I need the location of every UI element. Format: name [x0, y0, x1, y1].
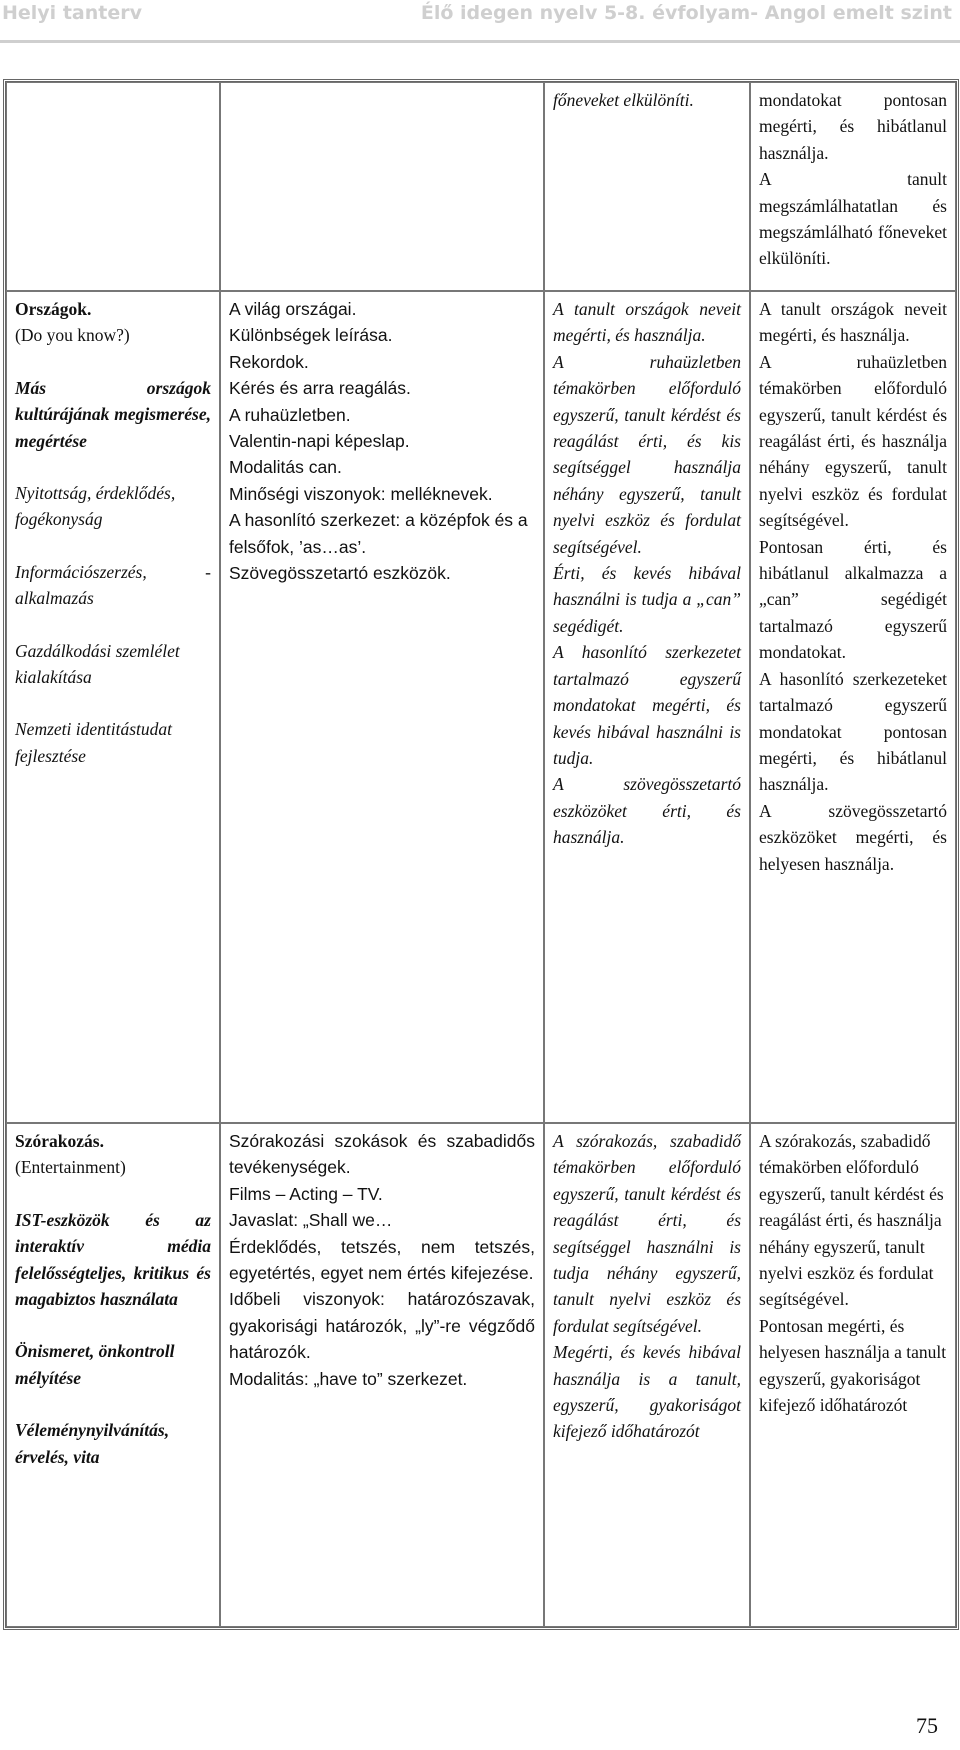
list-item: Gazdálkodási szemlélet kialakítása: [15, 640, 180, 688]
list-item: A hasonlító szerkezeteket tartalmazó egyszerű mondatokat pontosan megérti, és hibátlanul használja.: [759, 668, 947, 795]
topic-title: Szórakozás.: [15, 1131, 104, 1151]
cell-content: [220, 291, 544, 1123]
table-row: [6, 1123, 956, 1627]
cell-min-requirements: [544, 1123, 750, 1627]
list-item: A tanult megszámlálhatatlan és megszámlálható főneveket elkülöníti.: [759, 169, 947, 269]
topic-english: (Do you know?): [15, 325, 130, 346]
list-item: Rekordok.: [229, 351, 309, 372]
list-item: Kérés és arra reagálás.: [229, 378, 411, 399]
list-item: Különbségek leírása.: [229, 325, 393, 346]
list-item: Érdeklődés, tetszés, nem tetszés, egyetértés, egyet nem értés kifejezése.: [229, 1236, 535, 1284]
list-item: Pontosan megérti, és helyesen használja a tanult egyszerű, gyakoriságot kifejező időhatározót: [759, 1315, 947, 1416]
list-item: Javaslat: „Shall we…: [229, 1210, 393, 1231]
list-item: Érti, és kevés hibával használni is tudja a „can” segédigét.: [553, 563, 741, 636]
list-item: Más országok kultúrájának megismerése, megértése: [15, 377, 211, 451]
list-item: Szórakozási szokások és szabadidős tevékenységek.: [229, 1131, 535, 1178]
list-item: A szövegösszetartó eszközöket érti, és használja.: [553, 774, 741, 848]
table-row: [6, 82, 956, 291]
list-item: Modalitás: „have to” szerkezet.: [229, 1368, 468, 1389]
cell-content: [220, 1123, 544, 1627]
list-item: főneveket elkülöníti.: [553, 90, 694, 110]
page-header: [0, 0, 960, 30]
cell-min-requirements: [544, 82, 750, 291]
header-rule: [0, 40, 960, 43]
topic-english: (Entertainment): [15, 1157, 126, 1178]
cell-topic: [6, 1123, 220, 1627]
cell-content: [220, 82, 544, 291]
cell-excellent-requirements: [750, 1123, 956, 1627]
list-item: A ruhaüzletben.: [229, 404, 351, 425]
list-item: IST-eszközök és az interaktív média felelősségteljes, kritikus és magabiztos használata: [15, 1209, 211, 1310]
list-item: A tanult országok neveit megérti, és használja.: [759, 299, 947, 346]
list-item: A ruhaüzletben témakörben előforduló egyszerű, tanult kérdést és reagálást érti, és kis segítséggel használja néhány egyszerű, tanult nyelvi eszköz és fordulat segítségével.: [553, 351, 741, 557]
list-item: Önismeret, önkontroll mélyítése: [15, 1341, 175, 1388]
list-item: Valentin-napi képeslap.: [229, 431, 410, 452]
list-item: Megérti, és kevés hibával használja is a tanult, egyszerű, gyakoriságot kifejező időhatározót: [553, 1342, 741, 1442]
curriculum-table: [3, 79, 959, 1630]
header-right-title: Élő idegen nyelv 5-8. évfolyam- Angol emelt szint: [420, 2, 952, 24]
list-item: A tanult országok neveit megérti, és használja.: [553, 299, 741, 346]
header-left-title: Helyi tanterv: [2, 2, 142, 24]
list-item: A szórakozás, szabadidő témakörben előforduló egyszerű, tanult kérdést és reagálást érti, és segítséggel használni is tudja néhány egyszerű, tanult nyelvi eszköz és fordulat segítségével.: [553, 1131, 741, 1336]
page-number: 75: [916, 1713, 938, 1738]
list-item: Véleménynyilvánítás, érvelés, vita: [15, 1420, 170, 1467]
list-item: Minőségi viszonyok: melléknevek.: [229, 483, 493, 504]
topic-title: Országok.: [15, 299, 92, 319]
list-item: Pontosan érti, és hibátlanul alkalmazza a „can” segédigét tartalmazó egyszerű mondatokat.: [759, 536, 947, 663]
list-item: Nemzeti identitástudat fejlesztése: [15, 719, 173, 766]
list-item: Időbeli viszonyok: határozószavak, gyakorisági határozók, „ly”-re végződő határozók.: [229, 1289, 535, 1363]
list-item: Információszerzés, - alkalmazás: [15, 561, 211, 609]
cell-topic: [6, 82, 220, 291]
list-item: A szövegösszetartó eszközöket megérti, és helyesen használja.: [759, 800, 947, 874]
cell-excellent-requirements: [750, 82, 956, 291]
list-item: Nyitottság, érdeklődés, fogékonyság: [15, 483, 176, 530]
list-item: mondatokat pontosan megérti, és hibátlanul használja.: [759, 90, 947, 163]
table-row: [6, 291, 956, 1123]
list-item: Films – Acting – TV.: [229, 1183, 383, 1204]
list-item: A szórakozás, szabadidő témakörben előforduló egyszerű, tanult kérdést és reagálást érti, és használja néhány egyszerű, tanult nyelvi eszköz és fordulat segítségével.: [759, 1131, 944, 1310]
list-item: A világ országai.: [229, 299, 357, 319]
list-item: Modalitás can.: [229, 457, 342, 478]
cell-min-requirements: [544, 291, 750, 1123]
cell-topic: [6, 291, 220, 1123]
list-item: A ruhaüzletben témakörben előforduló egyszerű, tanult kérdést és reagálást érti, és használja néhány egyszerű, tanult nyelvi eszköz és fordulat segítségével.: [759, 351, 947, 531]
list-item: A hasonlító szerkezet: a középfok és a felsőfok, ’as…as’.: [229, 510, 528, 557]
list-item: A hasonlító szerkezetet tartalmazó egyszerű mondatokat megérti, és kevés hibával használni is tudja.: [553, 642, 741, 768]
list-item: Szövegösszetartó eszközök.: [229, 563, 451, 584]
cell-excellent-requirements: [750, 291, 956, 1123]
